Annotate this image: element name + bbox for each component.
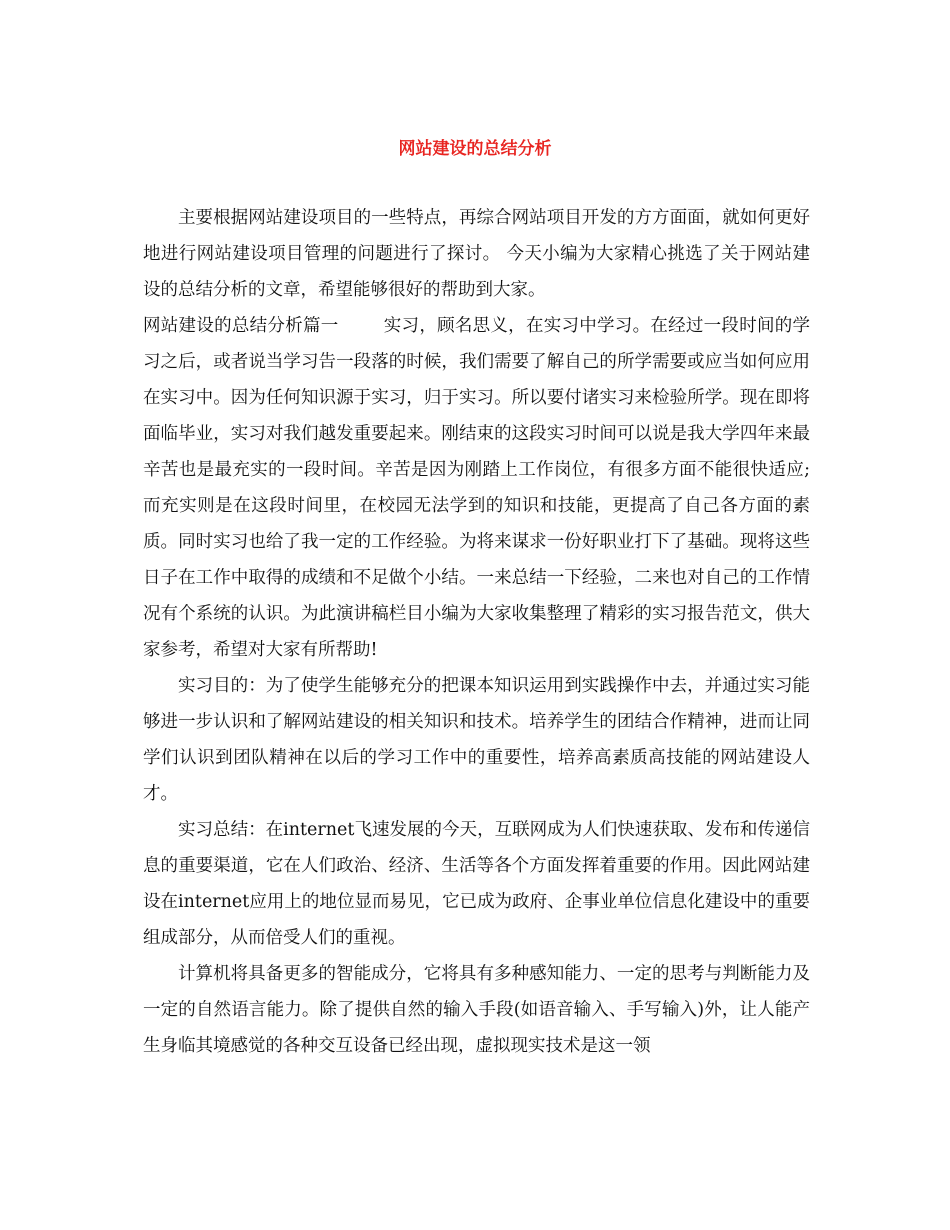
summary-paragraph: 实习总结：在internet飞速发展的今天，互联网成为人们快速获取、发布和传递信息的重要渠道，它在人们政治、经济、生活等各个方面发挥着重要的作用。因此网站建设在internet应用上的地位显而易见，它已成为政府、企事业单位信息化建设中的重要组成部分，从而倍受人们的重视。 [143,820,810,948]
computer-paragraph: 计算机将具备更多的智能成分，它将具有多种感知能力、一定的思考与判断能力及一定的自然语言能力。除了提供自然的输入手段(如语音输入、手写输入)外，让人能产生身临其境感觉的各种交互设备已经出现，虚拟现实技术是这一领 [143,964,810,1056]
page-title: 网站建设的总结分析 [398,139,552,159]
section-heading: 网站建设的总结分析篇一 [143,316,339,336]
document-body [143,200,810,1064]
intro-paragraph: 主要根据网站建设项目的一些特点，再综合网站项目开发的方方面面，就如何更好地进行网站建设项目管理的问题进行了探讨。 今天小编为大家精心挑选了关于网站建设的总结分析的文章，希望能够很好的帮助到大家。 [143,208,810,300]
section-paragraph [143,308,810,668]
purpose-paragraph: 实习目的：为了使学生能够充分的把课本知识运用到实践操作中去，并通过实习能够进一步认识和了解网站建设的相关知识和技术。培养学生的团结合作精神，进而让同学们认识到团队精神在以后的学习工作中的重要性，培养高素质高技能的网站建设人才。 [143,676,810,804]
section-body: 实习，顾名思义，在实习中学习。在经过一段时间的学习之后，或者说当学习告一段落的时候，我们需要了解自己的所学需要或应当如何应用在实习中。因为任何知识源于实习，归于实习。所以要付诸实习来检验所学。现在即将面临毕业，实习对我们越发重要起来。刚结束的这段实习时间可以说是我大学四年来最辛苦也是最充实的一段时间。辛苦是因为刚踏上工作岗位，有很多方面不能很快适应;而充实则是在这段时间里，在校园无法学到的知识和技能，更提高了自己各方面的素质。同时实习也给了我一定的工作经验。为将来谋求一份好职业打下了基础。现将这些日子在工作中取得的成绩和不足做个小结。一来总结一下经验，二来也对自己的工作情况有个系统的认识。为此演讲稿栏目小编为大家收集整理了精彩的实习报告范文，供大家参考，希望对大家有所帮助! [143,316,811,660]
